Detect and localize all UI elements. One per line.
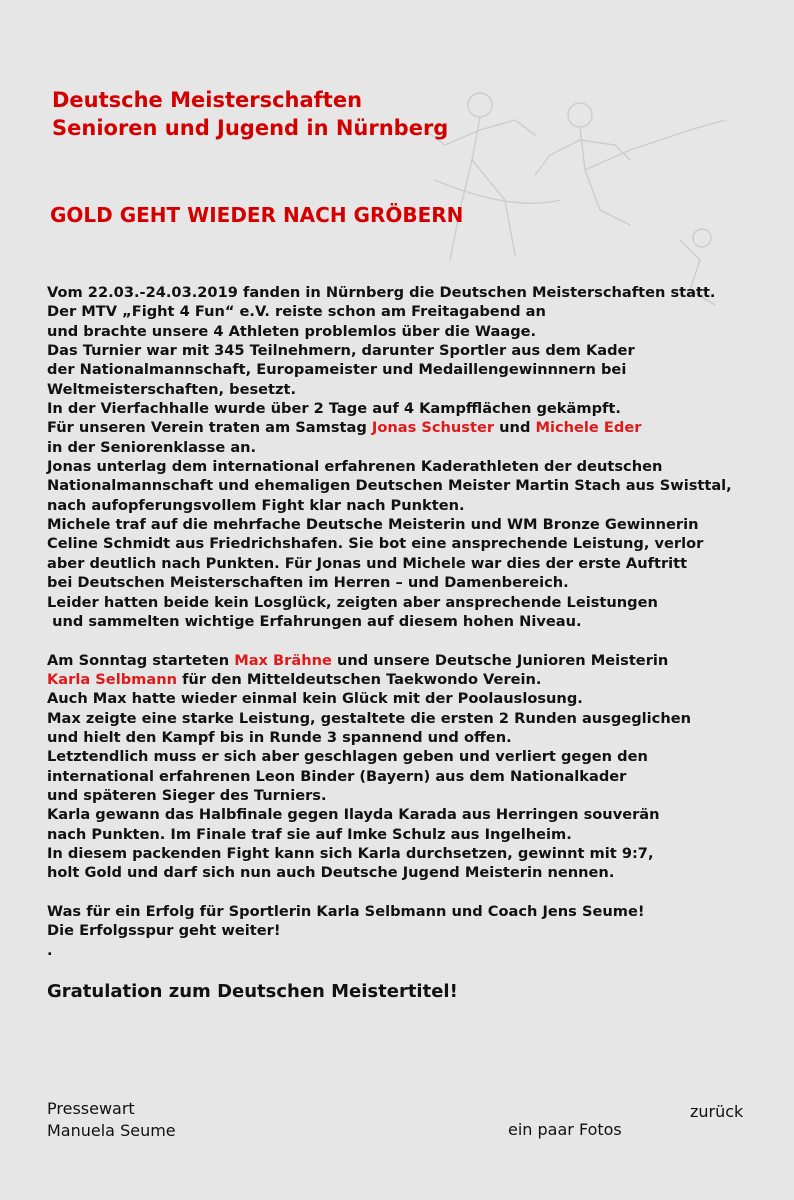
article-line: Vom 22.03.-24.03.2019 fanden in Nürnberg die Deutschen Meisterschaften statt. [47,284,716,301]
article-line: und brachte unsere 4 Athleten problemlos über die Waage. [47,322,537,340]
title-line-2: Senioren und Jugend in Nürnberg [52,116,449,140]
article-line: Leider hatten beide kein Losglück, zeigten aber ansprechende Leistungen [47,593,658,611]
title-line-1: Deutsche Meisterschaften [52,88,363,112]
athlete-name-michele: Michele Eder [535,419,642,437]
article-line: Jonas unterlag dem international erfahrenen Kaderathleten der deutschen [47,458,663,476]
article-line: Weltmeisterschaften, besetzt. [47,380,297,398]
article-line: Max zeigte eine starke Leistung, gestaltete die ersten 2 Runden ausgeglichen [47,709,691,727]
article-line: nach Punkten. Im Finale traf sie auf Imke Schulz aus Ingelheim. [47,825,572,843]
article-line: Der MTV „Fight 4 Fun“ e.V. reiste schon am Freitagabend an [47,303,546,321]
article-line: aber deutlich nach Punkten. Für Jonas und Michele war dies der erste Auftritt [47,554,688,572]
article-body [47,283,777,960]
article-line [47,670,777,689]
article-line: Michele traf auf die mehrfache Deutsche Meisterin und WM Bronze Gewinnerin [47,516,699,534]
athlete-name-max: Max Brähne [234,651,332,669]
article-line: In diesem packenden Fight kann sich Karla durchsetzen, gewinnt mit 9:7, [47,844,654,862]
article-line: nach aufopferungsvollem Fight klar nach Punkten. [47,496,465,514]
line-text: und unsere Deutsche Junioren Meisterin [331,651,669,669]
article-line: der Nationalmannschaft, Europameister und Medaillengewinnnern bei [47,361,627,379]
article-line: international erfahrenen Leon Binder (Bayern) aus dem Nationalkader [47,767,627,785]
author-block [47,1098,176,1142]
article-line: und hielt den Kampf bis in Runde 3 spannend und offen. [47,728,512,746]
article-line: Celine Schmidt aus Friedrichshafen. Sie bot eine ansprechende Leistung, verlor [47,535,704,553]
line-text: für den Mitteldeutschen Taekwondo Verein. [176,670,542,688]
article-line [47,418,777,437]
article-headline: GOLD GEHT WIEDER NACH GRÖBERN [50,203,464,227]
congratulation-heading: Gratulation zum Deutschen Meistertitel! [47,981,458,1002]
article-line: holt Gold und darf sich nun auch Deutsche Jugend Meisterin nennen. [47,864,615,882]
photos-link[interactable]: ein paar Fotos [508,1120,622,1139]
author-role: Pressewart [47,1099,135,1118]
article-line: und sammelten wichtige Erfahrungen auf diesem hohen Niveau. [47,612,582,630]
line-text: Am Sonntag starteten [47,651,235,669]
article-line: Das Turnier war mit 345 Teilnehmern, darunter Sportler aus dem Kader [47,342,635,360]
article-line: bei Deutschen Meisterschaften im Herren – und Damenbereich. [47,574,569,592]
back-link[interactable]: zurück [690,1102,744,1121]
article-line: Die Erfolgsspur geht weiter! [47,922,281,940]
line-text: Für unseren Verein traten am Samstag [47,419,372,437]
line-text: und [494,419,536,437]
article-line: Auch Max hatte wieder einmal kein Glück mit der Poolauslosung. [47,690,583,708]
author-name: Manuela Seume [47,1121,176,1140]
article-line: Letztendlich muss er sich aber geschlagen geben und verliert gegen den [47,748,648,766]
article-line: Was für ein Erfolg für Sportlerin Karla Selbmann und Coach Jens Seume! [47,903,645,920]
athlete-name-jonas: Jonas Schuster [371,419,495,437]
article-line: Karla gewann das Halbfinale gegen Ilayda Karada aus Herringen souverän [47,806,660,824]
athlete-name-karla: Karla Selbmann [47,670,177,688]
article-line: in der Seniorenklasse an. [47,438,257,456]
article-line: und späteren Sieger des Turniers. [47,786,327,804]
article-line: In der Vierfachhalle wurde über 2 Tage auf 4 Kampfflächen gekämpft. [47,400,621,418]
paragraph-gap [47,631,777,650]
page-title [52,86,448,142]
article-line: Nationalmannschaft und ehemaligen Deutschen Meister Martin Stach aus Swisttal, [47,477,732,495]
article-line: . [47,941,53,959]
paragraph-gap [47,883,777,902]
article-line [47,651,777,670]
